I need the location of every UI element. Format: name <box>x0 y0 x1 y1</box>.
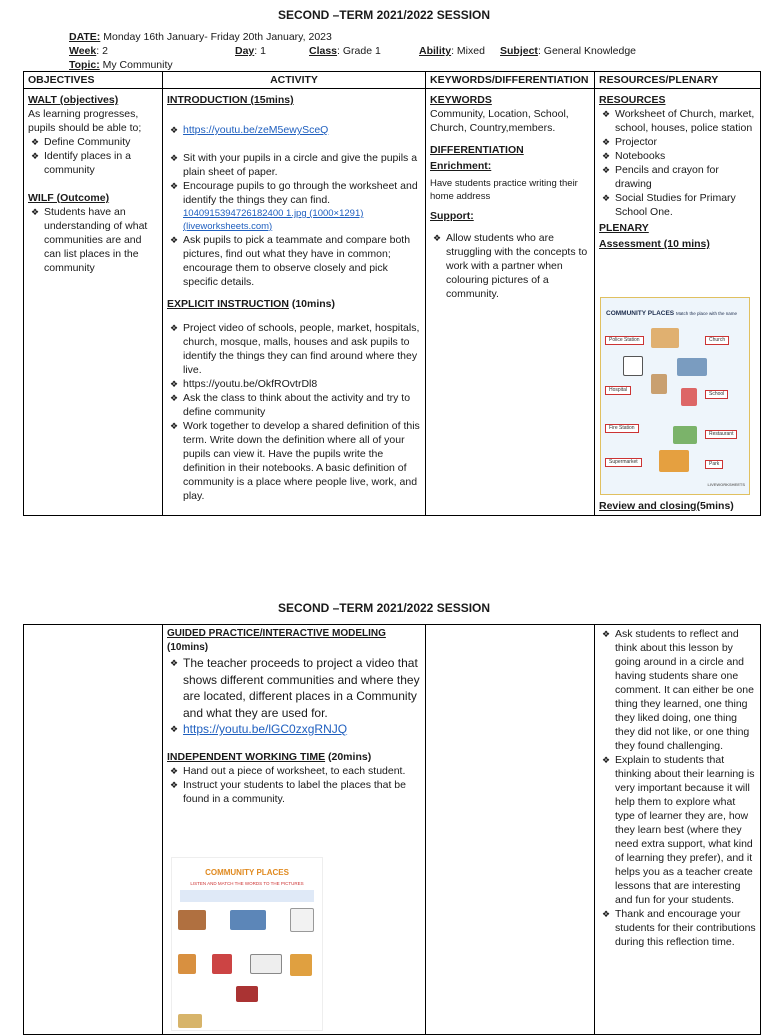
explicit-list <box>167 321 421 503</box>
review-time: (5mins) <box>696 500 734 512</box>
community-places-worksheet-2 <box>171 857 323 1031</box>
lesson-plan-table-2 <box>23 624 761 1035</box>
day-label: Day <box>235 45 255 57</box>
worksheet2-image <box>290 908 314 932</box>
topic-label: Topic: <box>69 59 100 71</box>
list-item: ❖ Projector <box>599 135 756 149</box>
guided-heading: GUIDED PRACTICE/INTERACTIVE MODELING <box>167 628 386 639</box>
class-value: : Grade 1 <box>337 45 381 57</box>
enrichment-text: Have students practice writing their home address <box>430 178 578 202</box>
closing-cell <box>595 625 761 1035</box>
enrichment-heading: Enrichment: <box>430 160 492 172</box>
resources-list <box>599 107 756 219</box>
subject-field <box>500 44 636 58</box>
activity-cell <box>163 89 426 516</box>
list-item: ❖ Allow students who are struggling with the concepts to work with a partner when colouring pictures of a community. <box>430 231 590 301</box>
keywords-heading: KEYWORDS <box>430 94 492 106</box>
keywords-cell <box>426 89 595 516</box>
worksheet2-subtitle: LISTEN AND MATCH THE WORDS TO THE PICTURES <box>190 881 304 886</box>
keywords-text: Community, Location, School, Church, Country,members. <box>430 108 569 134</box>
lesson-plan-table <box>23 71 761 516</box>
supermarket-image <box>659 450 689 472</box>
wilf-heading: WILF (Outcome) <box>28 192 110 204</box>
indep-list <box>167 764 421 806</box>
subject-value: : General Knowledge <box>537 45 637 57</box>
ability-label: Ability <box>419 45 452 57</box>
ability-field <box>419 44 485 58</box>
page2-title: SECOND –TERM 2021/2022 SESSION <box>277 601 491 615</box>
list-item: ❖ Ask pupils to pick a teammate and compare both pictures, find out what they have in common; encourage them to observe closely and pick specific details. <box>167 233 421 289</box>
date-label: DATE: <box>69 31 101 43</box>
day-value: : 1 <box>254 45 266 57</box>
list-item: ❖ Hand out a piece of worksheet, to each student. <box>167 764 421 778</box>
list-item: ❖ Define Community <box>28 135 158 149</box>
subject-label: Subject <box>500 45 538 57</box>
list-item: ❖ Notebooks <box>599 149 756 163</box>
worksheet-label: Fire Station <box>605 424 639 433</box>
ability-value: : Mixed <box>451 45 485 57</box>
walt-intro: As learning progresses, pupils should be able to; <box>28 108 142 134</box>
church-image <box>651 374 667 394</box>
walt-list <box>28 135 158 177</box>
explicit-time: (10mins) <box>288 298 336 310</box>
intro-link-list <box>167 123 421 137</box>
list-item <box>167 721 421 738</box>
worksheet2-image <box>178 910 206 930</box>
date-value: Monday 16th January- Friday 20th January, 2023 <box>100 31 332 43</box>
list-item: ❖ Pencils and crayon for drawing <box>599 163 756 191</box>
week-field <box>69 44 108 58</box>
worksheet-label: Restaurant <box>705 430 737 439</box>
date-line <box>69 30 332 44</box>
indep-heading-line <box>167 750 421 764</box>
list-item: ❖ Project video of schools, people, market, hospitals, church, mosque, malls, houses and ask pupils to identify the things they can find around where they live. <box>167 321 421 377</box>
day-field <box>235 44 266 58</box>
assessment-heading: Assessment (10 mins) <box>599 238 710 250</box>
intro-heading: INTRODUCTION (15mins) <box>167 94 294 106</box>
col-resources: RESOURCES/PLENARY <box>595 72 761 89</box>
worksheet2-image <box>178 1014 202 1028</box>
review-heading: Review and closing <box>599 500 697 512</box>
intro-list-2 <box>167 233 421 289</box>
intro-list <box>167 151 421 207</box>
col-activity: ACTIVITY <box>163 72 426 89</box>
list-item: ❖ Identify places in a community <box>28 149 158 177</box>
intro-video-link[interactable]: https://youtu.be/zeM5ewySceQ <box>183 124 329 136</box>
list-item: ❖ Explain to students that thinking about their learning is very important because it will help them to explore what type of learner they are, how they learn best (where they need extra support, what kind of learning they prefer), and it helps you as a teacher create lessons that are interesting and fun for your students. <box>599 753 756 907</box>
list-item: ❖ Ask students to reflect and think about this lesson by going around in a circle and having students share one comment. It can either be one thing they learned, one thing they liked doing, one thing they did not like, or one thing they found challenging. <box>599 627 756 753</box>
word-bank <box>180 890 314 902</box>
worksheet-label: Hospital <box>605 386 631 395</box>
park-image <box>677 358 707 376</box>
closing-list <box>599 627 756 949</box>
class-label: Class <box>309 45 338 57</box>
list-item: ❖ Worksheet of Church, market, school, houses, police station <box>599 107 756 135</box>
resources-cell <box>595 89 761 516</box>
keywords-cell-2 <box>426 625 595 1035</box>
worksheet-label: School <box>705 390 728 399</box>
guided-time: (10mins) <box>167 642 209 653</box>
list-item: ❖ Social Studies for Primary School One. <box>599 191 756 219</box>
worksheet-title: COMMUNITY PLACES Match the place with the name <box>606 310 737 317</box>
class-field <box>309 44 381 58</box>
page1-title: SECOND –TERM 2021/2022 SESSION <box>277 8 491 22</box>
review-line <box>599 499 734 513</box>
worksheet-label: Supermarket <box>605 458 642 467</box>
differentiation-heading: DIFFERENTIATION <box>430 144 524 156</box>
list-item: ❖ Encourage pupils to go through the worksheet and identify the things they can find. <box>167 179 421 207</box>
worksheet2-title: COMMUNITY PLACES <box>205 868 289 877</box>
worksheet2-image <box>212 954 232 974</box>
list-item: ❖ Sit with your pupils in a circle and give the pupils a plain sheet of paper. <box>167 151 421 179</box>
worksheet-brand: LIVEWORKSHEETS <box>707 482 745 487</box>
activity-cell-2 <box>163 625 426 1035</box>
resources-heading: RESOURCES <box>599 94 666 106</box>
worksheet2-image <box>290 954 312 976</box>
indep-time: (20mins) <box>325 750 372 763</box>
objectives-cell <box>24 89 163 516</box>
col-objectives: OBJECTIVES <box>24 72 163 89</box>
worksheet-label: Park <box>705 460 723 469</box>
police-station-image <box>651 328 679 348</box>
topic-field <box>69 58 173 72</box>
col-keywords: KEYWORDS/DIFFERENTIATION <box>426 72 595 89</box>
list-item: ❖ The teacher proceeds to project a video that shows different communities and where they are located, different places in a Community and what they are used for. <box>167 655 421 721</box>
list-item: ❖ Work together to develop a shared definition of this term. Write down the definition where all of your pupils can view it. Have the pupils write the definition in their notebooks. A basic definition of community is a place where people live, work, and play. <box>167 419 421 503</box>
objectives-cell-2 <box>24 625 163 1035</box>
worksheet2-image <box>230 910 266 930</box>
community-places-worksheet <box>600 297 750 495</box>
worksheet2-image <box>250 954 282 974</box>
topic-value: My Community <box>99 59 173 71</box>
worksheet-link[interactable]: 1040915394726182400 1.jpg (1000×1291) (liveworksheets.com) <box>183 208 364 232</box>
wilf-list <box>28 205 158 275</box>
guided-video-link[interactable]: https://youtu.be/lGC0zxgRNJQ <box>183 722 348 736</box>
walt-heading: WALT (objectives) <box>28 94 119 106</box>
hospital-image <box>623 356 643 376</box>
table-body-row <box>24 89 761 516</box>
table-body-row <box>24 625 761 1035</box>
indep-heading: INDEPENDENT WORKING TIME <box>167 750 326 763</box>
fire-station-image <box>681 388 697 406</box>
support-list <box>430 231 590 301</box>
list-item <box>167 123 421 137</box>
worksheet2-image <box>178 954 196 974</box>
guided-list <box>167 655 421 738</box>
list-item: ❖ Instruct your students to label the places that be found in a community. <box>167 778 421 806</box>
support-heading: Support: <box>430 210 474 222</box>
week-value: : 2 <box>96 45 108 57</box>
table-header-row <box>24 72 761 89</box>
list-item: ❖ Ask the class to think about the activity and try to define community <box>167 391 421 419</box>
list-item: ❖ https://youtu.be/OkfROvtrDl8 <box>167 377 421 391</box>
list-item: ❖ Students have an understanding of what communities are and can list places in the community <box>28 205 158 275</box>
plenary-heading: PLENARY <box>599 222 649 234</box>
explicit-heading-line <box>167 297 421 311</box>
week-label: Week <box>69 45 97 57</box>
worksheet-label: Church <box>705 336 729 345</box>
restaurant-image <box>673 426 697 444</box>
explicit-heading: EXPLICIT INSTRUCTION <box>167 298 289 310</box>
worksheet-label: Police Station <box>605 336 644 345</box>
worksheet2-image <box>236 986 258 1002</box>
list-item: ❖ Thank and encourage your students for their contributions during this reflection time. <box>599 907 756 949</box>
